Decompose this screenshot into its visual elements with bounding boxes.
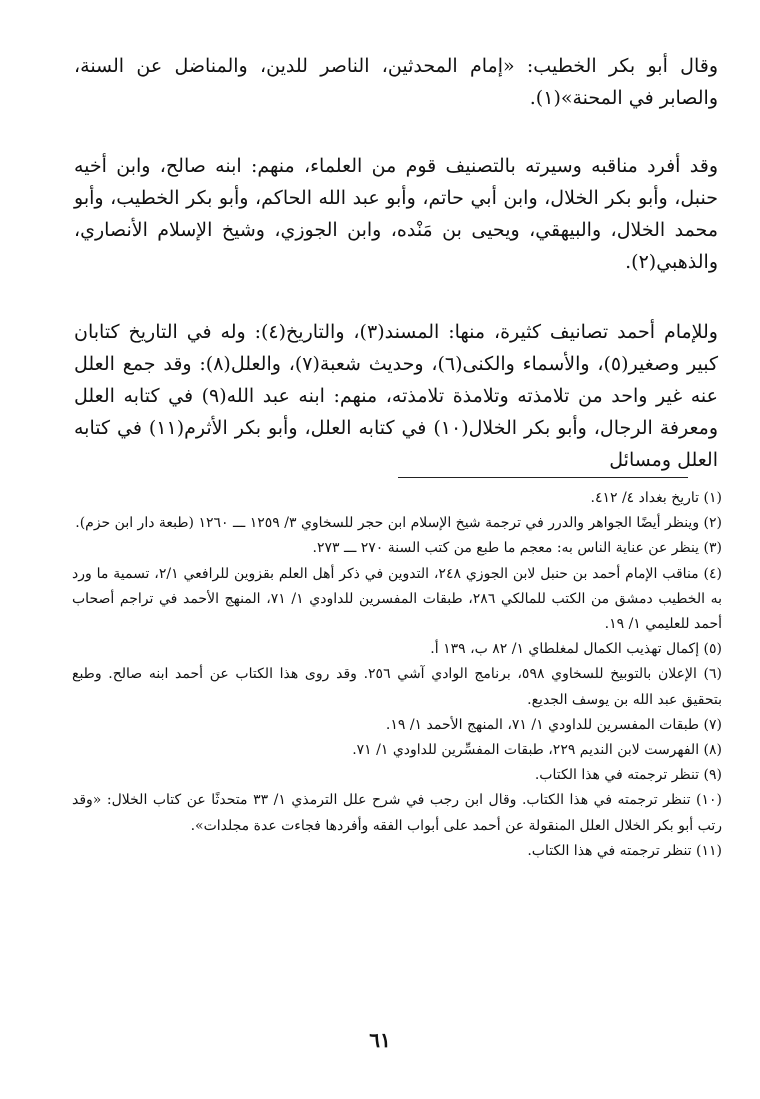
paragraph-khatib-quote: وقال أبو بكر الخطيب: «إمام المحدثين، الناصر للدين، والمناضل عن السنة، والصابر في المحنة»(١).: [74, 55, 718, 109]
footnote-8: (٨) الفهرست لابن النديم ٢٢٩، طبقات المفسِّرين للداودي ١/ ٧١.: [352, 742, 722, 759]
footnote-3: (٣) ينظر عن عناية الناس به: معجم ما طبع من كتب السنة ٢٧٠ ـــ ٢٧٣.: [312, 540, 722, 557]
footnotes: [72, 486, 722, 864]
footnote-separator: [398, 477, 688, 478]
footnote-9: (٩) تنظر ترجمته في هذا الكتاب.: [534, 767, 722, 784]
paragraph-biographers: وقد أفرد مناقبه وسيرته بالتصنيف قوم من العلماء، منهم: ابنه صالح، وابن أخيه حنبل، وأبو بكر الخلال، وابن أبي حاتم، وأبو عبد الله الحاكم، وأبو بكر الخطيب، وأبو محمد الخلال، والبيهقي، ويحيى بن مَنْده، وابن الجوزي، وشيخ الإسلام الأنصاري، والذهبي(٢).: [74, 155, 718, 273]
footnote-1: (١) تاريخ بغداد ٤/ ٤١٢.: [590, 490, 722, 506]
page-number: ٦١: [369, 1028, 391, 1052]
footnote-10: (١٠) تنظر ترجمته في هذا الكتاب. وقال ابن رجب في شرح علل الترمذي ١/ ٣٣ متحدثًا عن كتاب الخلال: «وقد رتب أبو بكر الخلال العلل المنقولة عن أحمد على أبواب الفقه وأفردها فجاءت عدة مجلدات».: [72, 792, 722, 834]
footnote-7: (٧) طبقات المفسرين للداودي ١/ ٧١، المنهج الأحمد ١/ ١٩.: [385, 716, 722, 733]
paragraph-works: وللإمام أحمد تصانيف كثيرة، منها: المسند(٣)، والتاريخ(٤): وله في التاريخ كتابان كبير وصغير(٥)، والأسماء والكنى(٦)، وحديث شعبة(٧)، والعلل(٨): وقد جمع العلل عنه غير واحد من تلامذته وتلامذة تلامذته، منهم: ابنه عبد الله(٩) في كتابه العلل ومعرفة الرجال، وأبو بكر الخلال(١٠) في كتابه العلل، وأبو بكر الأثرم(١١) في كتابه العلل ومسائل: [74, 321, 719, 471]
footnote-6: (٦) الإعلان بالتوبيخ للسخاوي ٥٩٨، برنامج الوادي آشي ٢٥٦. وقد روى هذا الكتاب عن أحمد ابنه صالح. وطبع بتحقيق عبد الله بن يوسف الجديع.: [72, 666, 722, 708]
footnote-5: (٥) إكمال تهذيب الكمال لمغلطاي ١/ ٨٢ ب، ١٣٩ أ.: [430, 641, 722, 658]
footnote-11: (١١) تنظر ترجمته في هذا الكتاب.: [527, 842, 722, 859]
footnote-4: (٤) مناقب الإمام أحمد بن حنبل لابن الجوزي ٢٤٨، التدوين في ذكر أهل العلم بقزوين للرافعي ٢/١، تسمية ما ورد به الخطيب دمشق من الكتب للمالكي ٢٨٦، طبقات المفسرين للداودي ١/ ٧١، المنهج الأحمد في تراجم أصحاب أحمد للعليمي ١/ ١٩.: [72, 565, 723, 633]
footnote-2: (٢) وينظر أيضًا الجواهر والدرر في ترجمة شيخ الإسلام ابن حجر للسخاوي ٣/ ١٢٥٩ ـــ ١٢٦٠ (طبعة دار ابن حزم).: [75, 515, 722, 532]
